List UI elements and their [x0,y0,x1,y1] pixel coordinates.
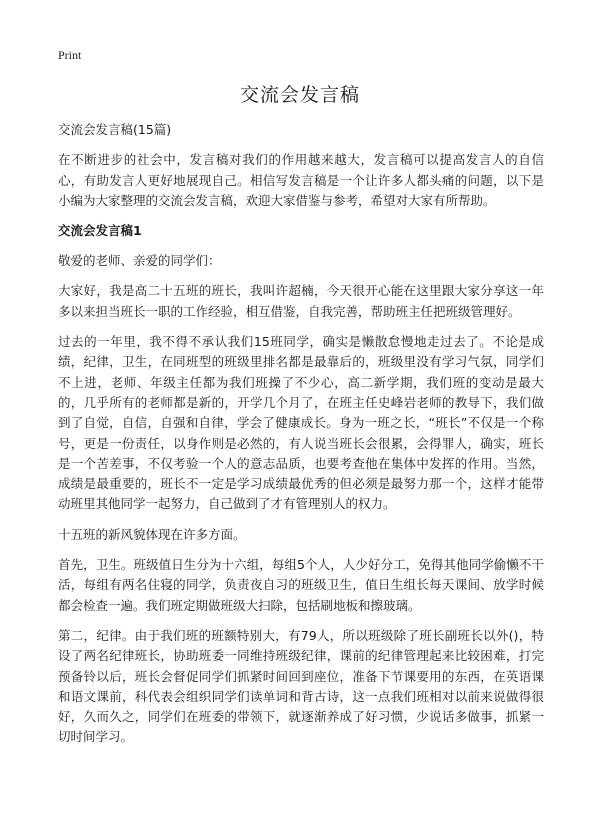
intro-paragraph: 在不断进步的社会中，发言稿对我们的作用越来越大，发言稿可以提高发言人的自信心，有助发言人更好地展现自己。相信写发言稿是一个让许多人都头痛的问题，以下是小编为大家整理的交流会发言稿，欢迎大家借鉴与参考，希望对大家有所帮助。 [58,152,544,208]
document-subtitle: 交流会发言稿(15篇) [58,122,172,137]
body-paragraph: 过去的一年里，我不得不承认我们15班同学，确实是懒散怠慢地走过去了。不论是成绩，纪律，卫生，在同班型的班级里排名都是最靠后的，班级里没有学习气氛，同学们不上进，老师、年级主任都为我们班操了不少心，高二新学期，我们班的变动是最大的，几乎所有的老师都是新的，开学几个月了，在班主任史峰岩老师的教导下，我们做到了自觉，自信，自强和自律，学会了健康成长。身为一班之长，“班长”不仅是一个称号，更是一份责任，以身作则是必然的，有人说当班长会很累，会得罪人，确实，班长是一个苦差事，不仅考验一个人的意志品质，也要考查他在集体中发挥的作用。当然，成绩是最重要的，班长不一定是学习成绩最优秀的但必须是最努力那一个，这样才能带动班里其他同学一起努力，自己做到了才有管理别人的权力。 [58,334,544,512]
salutation-paragraph: 敬爱的老师、亲爱的同学们： [58,253,221,269]
body-paragraph: 大家好，我是高二十五班的班长，我叫许超楠，今天很开心能在这里跟大家分享这一年多以来担当班长一职的工作经验，相互借鉴，自我完善，帮助班主任把班级管理好。 [58,283,544,319]
body-paragraph: 十五班的新风貌体现在许多方面。 [58,526,246,542]
body-paragraph: 第二，纪律。由于我们班的班额特别大，有79人，所以班级除了班长副班长以外()，特设了两名纪律班长，协助班委一同维持班级纪律，课前的纪律管理起来比较困难，打完预备铃以后，班长会督促同学们抓紧时间回到座位，准备下节课要用的东西，在英语课和语文课前，科代表会组织同学们读单词和背古诗，这一点我们班相对以前来说做得很好，久而久之，同学们在班委的带领下，就逐渐养成了好习惯，少说话多做事，抓紧一切时间学习。 [58,627,544,745]
document-body [58,120,544,758]
body-paragraph: 首先，卫生。班级值日生分为十六组，每组5个人，人少好分工，免得其他同学偷懒不干活，每组有两名住寝的同学，负责夜自习的班级卫生，值日生组长每天课间、放学时候都会检查一遍。我们班定期做班级大扫除，包括刷地板和擦玻璃。 [58,557,544,613]
section-heading: 交流会发言稿1 [58,223,142,239]
document-title: 交流会发言稿 [239,84,360,106]
print-link[interactable]: Print [58,48,82,62]
